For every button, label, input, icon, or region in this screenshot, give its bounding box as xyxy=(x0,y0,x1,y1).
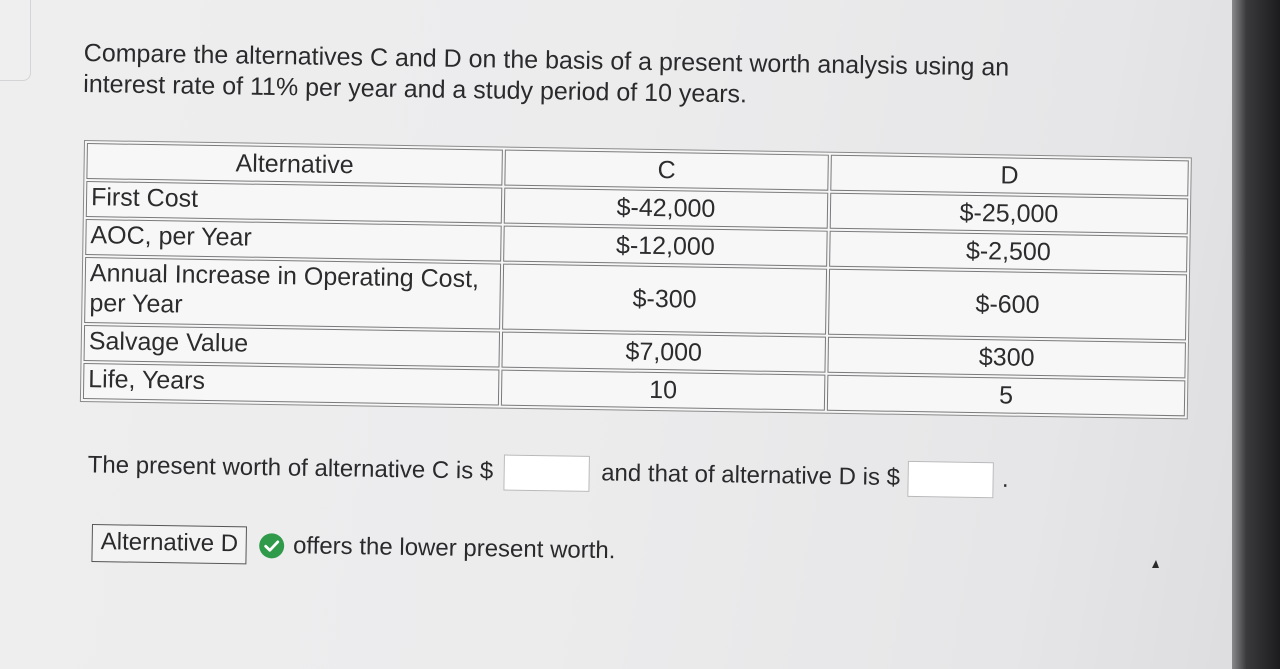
cursor-icon xyxy=(1152,560,1159,568)
selection-suffix: offers the lower present worth. xyxy=(292,532,616,565)
screen-edge xyxy=(1232,0,1280,669)
cell-c-salvage: $7,000 xyxy=(501,332,826,373)
alternatives-table xyxy=(80,140,1192,419)
cell-d-first-cost: $-25,000 xyxy=(830,193,1189,235)
side-tab xyxy=(0,0,31,81)
row-label-annual-increase: Annual Increase in Operating Cost, per Year xyxy=(84,257,501,330)
answer-sentence xyxy=(87,448,1127,500)
question-text: Compare the alternatives C and D on the basis of a present worth analysis using an interest rate of 11% per year and a study period of 10 years. xyxy=(83,38,1010,109)
check-circle-icon xyxy=(259,533,285,559)
cell-c-first-cost: $-42,000 xyxy=(504,188,829,229)
cell-c-life: 10 xyxy=(501,370,826,411)
pw-d-input[interactable] xyxy=(908,461,995,498)
cell-d-salvage: $300 xyxy=(827,337,1186,379)
pw-c-input[interactable] xyxy=(503,455,590,492)
row-label-salvage: Salvage Value xyxy=(84,325,501,368)
alternative-select[interactable]: Alternative D xyxy=(91,524,247,564)
header-d: D xyxy=(830,155,1189,197)
cell-d-life: 5 xyxy=(827,375,1186,417)
answer-text-d: and that of alternative D is $ xyxy=(600,459,901,492)
header-alternative: Alternative xyxy=(86,143,503,186)
answer-end-period: . xyxy=(1001,465,1009,493)
row-label-first-cost: First Cost xyxy=(86,181,503,224)
lower-pw-selection xyxy=(91,524,615,570)
cell-c-aoc: $-12,000 xyxy=(503,226,828,267)
cell-c-annual-increase: $-300 xyxy=(502,264,827,335)
row-label-life: Life, Years xyxy=(83,363,500,406)
cell-d-aoc: $-2,500 xyxy=(829,231,1188,273)
header-c: C xyxy=(504,150,829,191)
cell-d-annual-increase: $-600 xyxy=(828,269,1187,341)
row-label-aoc: AOC, per Year xyxy=(85,219,502,262)
answer-text-c: The present worth of alternative C is $ xyxy=(87,451,494,485)
